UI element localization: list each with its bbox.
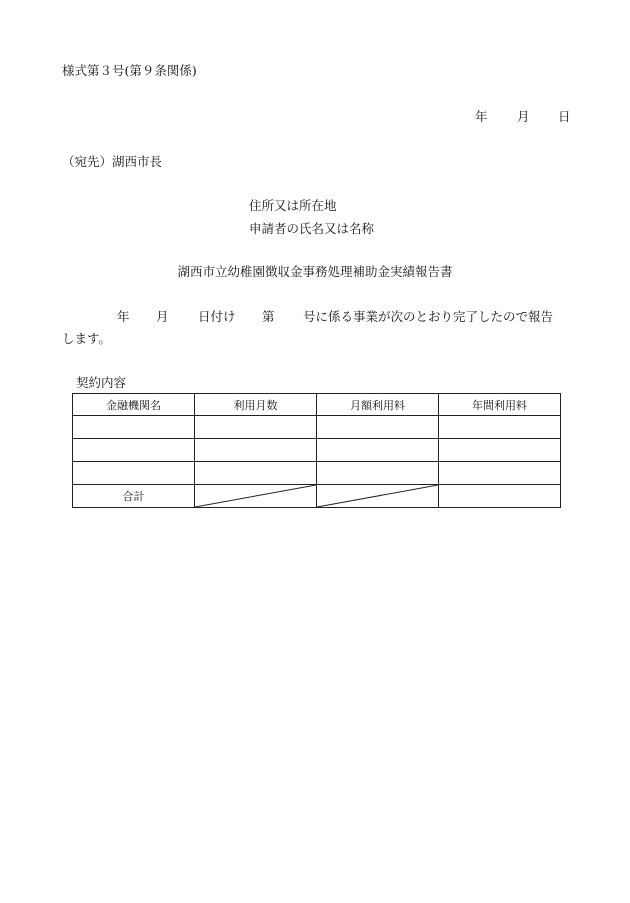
header-annual-fee: 年間利用料 [439, 394, 561, 416]
report-statement-line1 [0, 311, 630, 327]
table-cell[interactable] [73, 439, 195, 462]
table-cell[interactable] [73, 462, 195, 485]
addressee: （宛先）湖西市長 [62, 154, 163, 169]
table-total-row [73, 485, 561, 508]
document-title: 湖西市立幼稚園徴収金事務処理補助金実績報告書 [177, 264, 453, 279]
total-label: 合計 [73, 485, 195, 508]
table-cell[interactable] [195, 439, 317, 462]
table-header-row [73, 394, 561, 416]
diagonal-cell-monthly [317, 485, 439, 508]
table-cell[interactable] [73, 416, 195, 439]
report-month: 月 [156, 309, 169, 324]
date-day: 日 [558, 109, 571, 124]
date-month: 月 [517, 109, 530, 124]
header-bank-name: 金融機関名 [73, 394, 195, 416]
table-cell[interactable] [317, 416, 439, 439]
table-cell[interactable] [439, 462, 561, 485]
table-cell[interactable] [317, 439, 439, 462]
diagonal-cell-months [195, 485, 317, 508]
report-year: 年 [117, 309, 130, 324]
table-row [73, 462, 561, 485]
table-cell[interactable] [439, 439, 561, 462]
report-statement-line2: します。 [62, 331, 112, 346]
date-year: 年 [475, 109, 488, 124]
table-cell[interactable] [195, 416, 317, 439]
table-cell[interactable] [317, 462, 439, 485]
date-line [0, 111, 630, 127]
report-dated: 日付け [198, 309, 236, 324]
table-cell[interactable] [195, 462, 317, 485]
contract-table [72, 393, 561, 508]
total-annual-cell[interactable] [439, 485, 561, 508]
address-label: 住所又は所在地 [249, 198, 337, 213]
report-body-line1: 号に係る事業が次のとおり完了したので報告 [303, 309, 554, 324]
header-months-used: 利用月数 [195, 394, 317, 416]
applicant-name-label: 申請者の氏名又は名称 [249, 221, 375, 236]
table-row [73, 416, 561, 439]
table-row [73, 439, 561, 462]
header-monthly-fee: 月額利用料 [317, 394, 439, 416]
diagonal-line [317, 485, 438, 507]
diagonal-line [195, 485, 316, 507]
contract-label: 契約内容 [76, 375, 127, 390]
table-cell[interactable] [439, 416, 561, 439]
report-number-prefix: 第 [262, 309, 275, 324]
form-number: 様式第３号(第９条関係) [62, 63, 197, 78]
